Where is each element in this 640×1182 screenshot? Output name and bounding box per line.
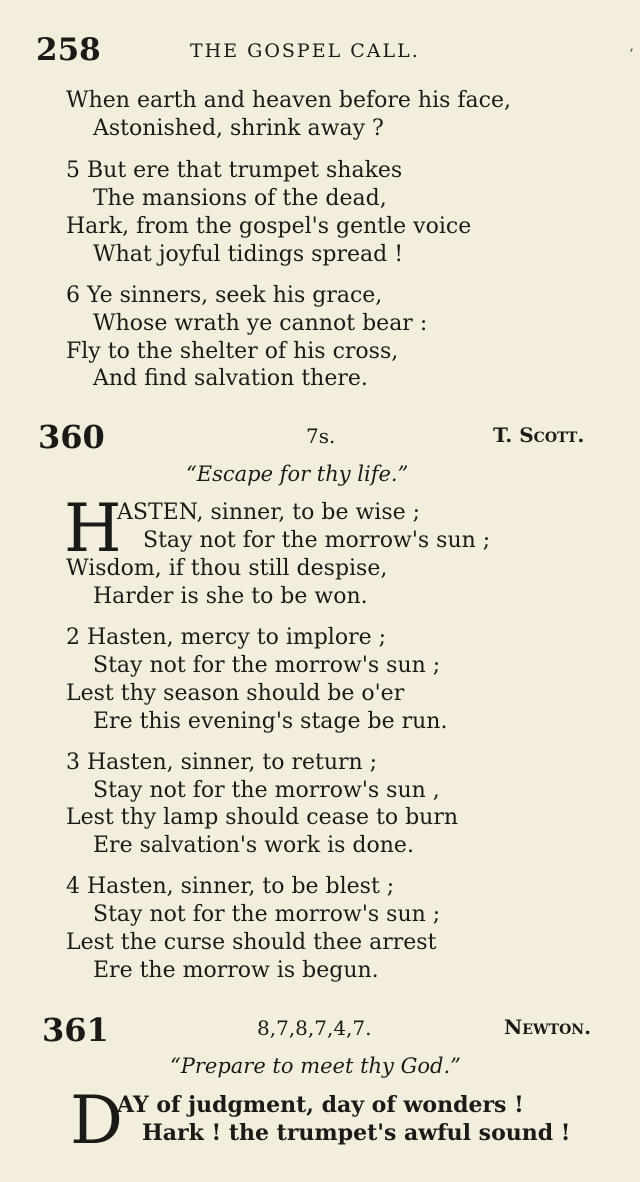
verse-line: Wisdom, if thou still despise, <box>66 556 388 581</box>
verse-line: Lest the curse should thee arrest <box>66 930 437 955</box>
verse-line: 2 Hasten, mercy to implore ; <box>66 625 387 650</box>
verse-line: Stay not for the morrow's sun ; <box>93 902 441 927</box>
verse-line: Stay not for the morrow's sun , <box>93 778 440 803</box>
verse-line: 4 Hasten, sinner, to be blest ; <box>66 874 395 899</box>
verse-line: ASTEN, sinner, to be wise ; <box>117 500 421 525</box>
verse-line: Hark ! the trumpet's awful sound ! <box>142 1120 571 1146</box>
verse-line: Whose wrath ye cannot bear : <box>93 311 428 336</box>
hymn-author: Newton. <box>504 1015 592 1039</box>
hymn-title: “Prepare to meet thy God.” <box>170 1054 461 1078</box>
page-number: 258 <box>36 32 101 68</box>
hymn-meter: 7s. <box>306 424 336 448</box>
verse-line: Harder is she to be won. <box>93 584 368 609</box>
drop-cap: H <box>64 490 122 567</box>
margin-mark: , <box>629 38 634 54</box>
verse-line: Fly to the shelter of his cross, <box>66 339 399 364</box>
hymn-number: 361 <box>42 1011 109 1049</box>
verse-line: The mansions of the dead, <box>93 186 387 211</box>
verse-line: Astonished, shrink away ? <box>93 116 384 141</box>
verse-line: Lest thy lamp should cease to burn <box>66 805 459 830</box>
verse-line: Ere the morrow is begun. <box>93 958 379 983</box>
verse-line: 3 Hasten, sinner, to return ; <box>66 750 378 775</box>
verse-line: Stay not for the morrow's sun ; <box>143 528 491 553</box>
verse-line: Hark, from the gospel's gentle voice <box>66 214 472 239</box>
running-title: THE GOSPEL CALL. <box>190 40 420 62</box>
verse-line: When earth and heaven before his face, <box>66 88 511 113</box>
verse-line: What joyful tidings spread ! <box>93 242 404 267</box>
verse-line: Stay not for the morrow's sun ; <box>93 653 441 678</box>
verse-line: 6 Ye sinners, seek his grace, <box>66 283 383 308</box>
hymn-meter: 8,7,8,7,4,7. <box>257 1016 372 1040</box>
hymn-author: T. Scott. <box>493 423 585 447</box>
verse-line: Lest thy season should be o'er <box>66 681 405 706</box>
hymn-title: “Escape for thy life.” <box>186 462 409 486</box>
verse-line: And find salvation there. <box>93 366 368 391</box>
verse-line: Ere this evening's stage be run. <box>93 709 448 734</box>
verse-line: Ere salvation's work is done. <box>93 833 414 858</box>
drop-cap: D <box>70 1082 123 1159</box>
verse-line: 5 But ere that trumpet shakes <box>66 158 403 183</box>
verse-line: AY of judgment, day of wonders ! <box>117 1092 524 1118</box>
hymn-number: 360 <box>38 418 105 456</box>
